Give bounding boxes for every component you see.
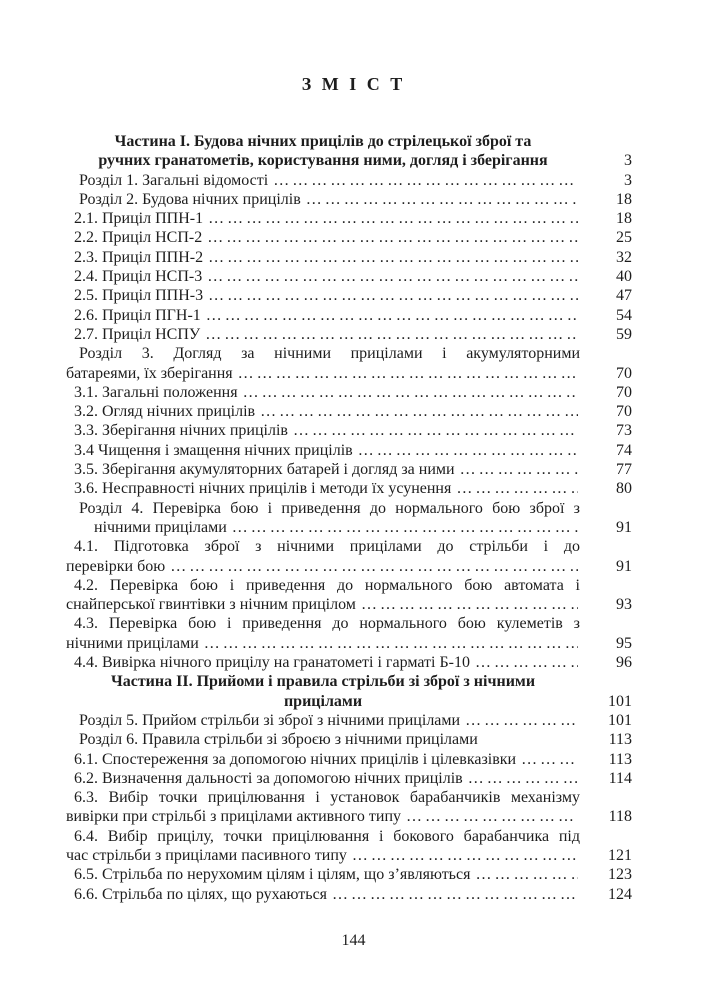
- toc-page-number: 91: [616, 518, 632, 536]
- toc-entry-text: Розділ 4. Перевірка бою і приведення до нормального бою зброї з: [79, 499, 580, 517]
- toc-entry-text: 4.3. Перевірка бою і приведення до нормального бою кулеметів з: [74, 615, 580, 633]
- toc-row: [66, 827, 632, 846]
- toc-row: [66, 807, 632, 826]
- toc-row: [66, 171, 632, 190]
- toc-row: [66, 151, 632, 170]
- dot-leader: [401, 807, 578, 826]
- toc-page-number: 114: [608, 769, 632, 787]
- toc-entry-text: Частина ІІ. Прийоми і правила стрільби зі зброї з нічними: [110, 673, 536, 691]
- toc-row-body: [74, 750, 580, 769]
- dot-leader: [201, 306, 578, 325]
- dot-leader: [288, 421, 578, 440]
- toc-row: [66, 730, 632, 749]
- toc-page-number: 70: [616, 383, 632, 401]
- toc-row-body: [74, 479, 580, 498]
- dot-leader: [478, 730, 578, 749]
- toc-page-number: 96: [616, 654, 632, 672]
- toc-page-number: 3: [624, 171, 632, 189]
- toc-page-number: 18: [616, 210, 632, 228]
- toc-row-body: [66, 132, 580, 151]
- page-number-footer: 144: [341, 932, 366, 949]
- toc-page-number: 74: [616, 441, 632, 459]
- toc-row-body: [74, 537, 580, 556]
- toc-row-body: [66, 557, 580, 576]
- toc-entry-text: Розділ 2. Будова нічних прицілів: [79, 190, 301, 208]
- toc-page-number: 70: [616, 364, 632, 382]
- toc-row-body: [74, 325, 580, 344]
- toc-row: [66, 634, 632, 653]
- toc-page-number: 101: [608, 692, 632, 710]
- toc-row: [66, 267, 632, 286]
- toc-row: [66, 190, 632, 209]
- toc-row: [66, 557, 632, 576]
- toc-entry-text: батареями, їх зберігання: [66, 364, 233, 382]
- toc-page-number: 91: [616, 557, 632, 575]
- toc-row: [66, 653, 632, 672]
- toc-page-number: 95: [616, 634, 632, 652]
- toc-row: [66, 248, 632, 267]
- toc-entry-text: 6.1. Спостереження за допомогою нічних прицілів і цілевказівки: [74, 750, 517, 768]
- toc-row: [66, 788, 632, 807]
- toc-row: [66, 750, 632, 769]
- toc-entry-text: 6.5. Стрільба по нерухомим цілям і цілям, що з’являються: [74, 866, 471, 884]
- toc-row-body: [79, 711, 580, 730]
- toc-row-body: [74, 653, 580, 672]
- toc-row-body: [74, 383, 580, 402]
- toc-entry-text: 2.5. Приціл ППН-3: [74, 287, 204, 305]
- toc-entry-text: 4.4. Вивірка нічного прицілу на гранатометі і гарматі Б-10: [74, 654, 471, 672]
- toc-entry-text: нічними прицілами: [66, 634, 199, 652]
- toc-page-number: 121: [608, 846, 632, 864]
- toc-page-number: 25: [616, 229, 632, 247]
- toc-entry-text: 3.6. Несправності нічних прицілів і методи їх усунення: [74, 480, 452, 498]
- toc-page-number: 77: [616, 461, 632, 479]
- toc-entry-text: 3.5. Зберігання акумуляторних батарей і догляд за ними: [74, 461, 455, 479]
- toc-entry-text: 3.3. Зберігання нічних прицілів: [74, 422, 288, 440]
- dot-leader: [301, 190, 578, 209]
- toc-row-body: [74, 827, 580, 846]
- toc-row-body: [74, 267, 580, 286]
- toc-row-body: [74, 788, 580, 807]
- toc-row-body: [66, 364, 580, 383]
- toc-row-body: [74, 769, 580, 788]
- toc-entry-text: Частина І. Будова нічних прицілів до стрілецької зброї та: [114, 133, 532, 150]
- toc-entry-text: 6.6. Стрільба по цілях, що рухаються: [74, 885, 328, 903]
- toc-row: [66, 306, 632, 325]
- toc-row-body: [66, 595, 580, 614]
- toc-row-body: [79, 499, 580, 518]
- toc-row: [66, 209, 632, 228]
- dot-leader: [199, 634, 578, 653]
- toc-row-body: [66, 846, 580, 865]
- toc-row-body: [66, 634, 580, 653]
- dot-leader: [347, 846, 578, 865]
- toc-entry-text: вивірки при стрільбі з прицілами активного типу: [66, 808, 402, 826]
- toc-row: [66, 518, 632, 537]
- toc-row-body: [74, 576, 580, 595]
- toc-entry-text: 6.2. Визначення дальності за допомогою нічних прицілів: [74, 769, 463, 787]
- toc-row-body: [66, 672, 580, 691]
- dot-leader: [165, 557, 578, 576]
- toc-row-body: [74, 421, 580, 440]
- dot-leader: [227, 518, 578, 537]
- toc-entry-text: 4.2. Перевірка бою і приведення до нормального бою автомата і: [74, 576, 580, 594]
- toc-page-number: 59: [616, 325, 632, 343]
- toc-row-body: [74, 209, 580, 228]
- dot-leader: [203, 248, 578, 267]
- toc-row-body: [66, 807, 580, 826]
- dot-leader: [202, 228, 578, 247]
- toc-page-number: 54: [616, 306, 632, 324]
- toc-row-body: [79, 190, 580, 209]
- toc-entry-text: 2.3. Приціл ППН-2: [74, 248, 204, 266]
- toc-entry-text: 2.4. Приціл НСП-3: [74, 268, 203, 286]
- toc-page-number: 113: [608, 731, 632, 749]
- toc-entry-text: 3.4 Чищення і змащення нічних прицілів: [74, 441, 353, 459]
- toc-row-body: [74, 460, 580, 479]
- contents-title: З М І С Т: [301, 74, 406, 94]
- toc-entry-text: ручних гранатометів, користування ними, догляд і зберігання: [98, 152, 548, 170]
- dot-leader: [268, 171, 578, 190]
- toc-row-body: [74, 614, 580, 633]
- toc-entry-text: 4.1. Підготовка зброї з нічними прицілами до стрільби і до: [74, 538, 580, 556]
- toc-entry-text: Розділ 3. Догляд за нічними прицілами і акумуляторними: [79, 345, 580, 363]
- toc-entry-text: 3.2. Огляд нічних прицілів: [74, 403, 256, 421]
- toc-page-number: 101: [608, 711, 632, 729]
- dot-leader: [470, 865, 578, 884]
- toc-entry-text: нічними прицілами: [94, 518, 227, 536]
- dot-leader: [203, 209, 578, 228]
- toc-entry-text: Розділ 1. Загальні відомості: [79, 171, 269, 189]
- dot-leader: [327, 885, 578, 904]
- toc-row-body: [94, 518, 580, 537]
- dot-leader: [460, 711, 578, 730]
- dot-leader: [353, 441, 578, 460]
- toc-list: [66, 132, 632, 904]
- toc-row: [66, 364, 632, 383]
- toc-entry-text: прицілами: [283, 692, 363, 710]
- toc-row-body: [74, 286, 580, 305]
- toc-row-body: [79, 171, 580, 190]
- toc-page-number: 70: [616, 403, 632, 421]
- toc-row-body: [66, 692, 580, 711]
- toc-entry-text: Розділ 6. Правила стрільби зі зброєю з нічними прицілами: [79, 731, 478, 749]
- toc-row-body: [79, 730, 580, 749]
- toc-page-number: 40: [616, 268, 632, 286]
- toc-entry-text: 3.1. Загальні положення: [74, 383, 238, 401]
- dot-leader: [255, 402, 578, 421]
- dot-leader: [470, 653, 578, 672]
- toc-row: [66, 692, 632, 711]
- toc-row: [66, 499, 632, 518]
- toc-row: [66, 441, 632, 460]
- toc-row: [66, 286, 632, 305]
- toc-row: [66, 576, 632, 595]
- toc-entry-text: 2.1. Приціл ППН-1: [74, 210, 204, 228]
- dot-leader: [516, 750, 578, 769]
- toc-row-body: [74, 885, 580, 904]
- toc-row: [66, 344, 632, 363]
- toc-row-body: [79, 344, 580, 363]
- toc-page-number: 118: [608, 808, 632, 826]
- toc-page-number: 80: [616, 480, 632, 498]
- toc-page-number: 18: [616, 190, 632, 208]
- toc-row: [66, 383, 632, 402]
- dot-leader: [238, 383, 578, 402]
- toc-row: [66, 865, 632, 884]
- toc-row-body: [66, 151, 580, 170]
- dot-leader: [202, 267, 578, 286]
- toc-row: [66, 479, 632, 498]
- toc-row-body: [74, 865, 580, 884]
- toc-entry-text: перевірки бою: [66, 557, 166, 575]
- toc-entry-text: 2.2. Приціл НСП-2: [74, 229, 203, 247]
- toc-row: [66, 325, 632, 344]
- toc-entry-text: 2.6. Приціл ПГН-1: [74, 306, 201, 324]
- dot-leader: [356, 595, 578, 614]
- toc-page-number: 32: [616, 248, 632, 266]
- toc-entry-text: снайперської гвинтівки з нічним прицілом: [66, 596, 356, 614]
- toc-page-number: 3: [624, 152, 632, 170]
- toc-row: [66, 228, 632, 247]
- toc-row-body: [74, 306, 580, 325]
- dot-leader: [233, 364, 578, 383]
- toc-row: [66, 537, 632, 556]
- toc-row: [66, 421, 632, 440]
- toc-row: [66, 614, 632, 633]
- dot-leader: [203, 286, 578, 305]
- toc-row: [66, 460, 632, 479]
- toc-entry-text: час стрільби з прицілами пасивного типу: [66, 846, 347, 864]
- toc-row: [66, 402, 632, 421]
- toc-row: [66, 595, 632, 614]
- toc-row-body: [74, 402, 580, 421]
- toc-row-body: [74, 441, 580, 460]
- toc-page-number: 124: [608, 885, 632, 903]
- toc-page-number: 113: [608, 750, 632, 768]
- toc-entry-text: 6.4. Вибір прицілу, точки прицілювання і бокового барабанчика під: [74, 827, 580, 845]
- toc-row: [66, 711, 632, 730]
- dot-leader: [451, 479, 578, 498]
- toc-entry-text: 6.3. Вибір точки прицілювання і установок барабанчиків механізму: [74, 789, 580, 807]
- dot-leader: [200, 325, 578, 344]
- toc-row: [66, 769, 632, 788]
- toc-row: [66, 672, 632, 691]
- toc-row-body: [74, 248, 580, 267]
- toc-entry-text: Розділ 5. Прийом стрільби зі зброї з нічними прицілами: [79, 711, 461, 729]
- toc-entry-text: 2.7. Приціл НСПУ: [74, 325, 201, 343]
- toc-page-number: 47: [616, 287, 632, 305]
- toc-row-body: [74, 228, 580, 247]
- toc-row: [66, 846, 632, 865]
- toc-row: [66, 132, 632, 151]
- dot-leader: [463, 769, 578, 788]
- toc-page-number: 93: [616, 596, 632, 614]
- toc-page-number: 123: [608, 866, 632, 884]
- toc-row: [66, 885, 632, 904]
- toc-page-number: 73: [616, 422, 632, 440]
- dot-leader: [455, 460, 578, 479]
